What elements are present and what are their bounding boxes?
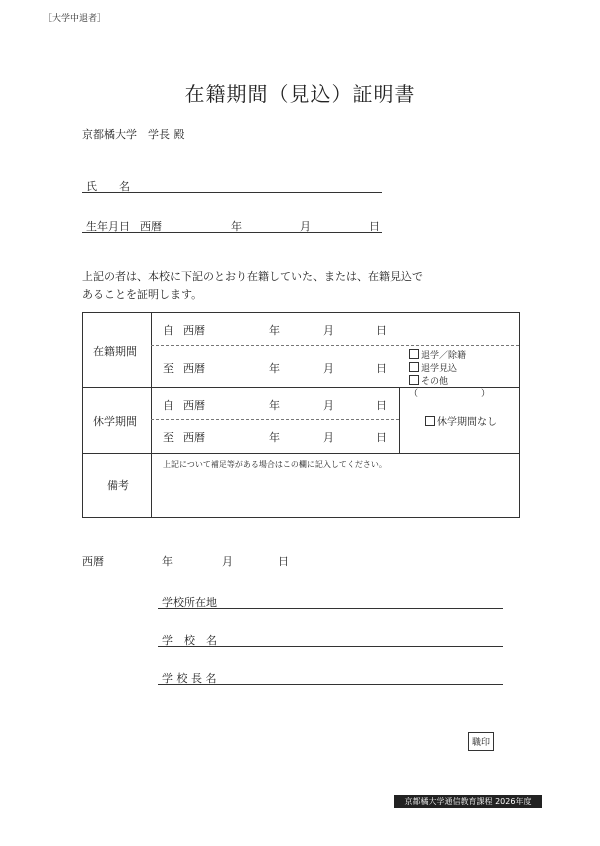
birthdate-year: 年	[231, 220, 242, 233]
official-seal-box: 職印	[468, 732, 494, 751]
day-label: 日	[376, 399, 387, 412]
checkbox-icon[interactable]	[409, 362, 419, 372]
statement-line: 上記の者は、本校に下記のとおり在籍していた、または、在籍見込で	[82, 270, 423, 283]
birthdate-era: 西暦	[140, 220, 162, 233]
school-name-field[interactable]	[158, 632, 503, 647]
year-label: 年	[269, 399, 280, 412]
principal-name-label: 学 校 長 名	[162, 672, 217, 685]
birthdate-day: 日	[369, 220, 380, 233]
issue-date-era: 西暦	[82, 555, 104, 568]
option-withdrawn[interactable]: 退学／除籍	[409, 349, 519, 362]
issue-date-year: 年	[162, 555, 173, 568]
footer-banner: 京都橘大学通信教育課程 2026年度	[394, 795, 542, 808]
birthdate-month: 月	[300, 220, 311, 233]
principal-name-field[interactable]	[158, 670, 503, 685]
birthdate-label: 生年月日	[86, 220, 130, 233]
page-title: 在籍期間（見込）証明書	[184, 82, 416, 106]
option-no-leave[interactable]: 休学期間なし	[425, 413, 497, 428]
checkbox-icon[interactable]	[409, 349, 419, 359]
name-field[interactable]	[82, 178, 382, 193]
row-divider	[83, 453, 519, 454]
statement-line: あることを証明します。	[82, 288, 203, 301]
month-label: 月	[323, 324, 334, 337]
issue-date-day: 日	[278, 555, 289, 568]
checkbox-icon[interactable]	[425, 416, 435, 426]
remarks-label: 備考	[107, 479, 129, 492]
enrollment-table	[82, 312, 520, 518]
from-mark: 自	[163, 399, 174, 412]
era-label: 西暦	[183, 431, 205, 444]
era-label: 西暦	[183, 362, 205, 375]
option-other[interactable]: その他（ ）	[409, 377, 491, 399]
remarks-area[interactable]	[152, 471, 519, 517]
enrollment-period-label: 在籍期間	[93, 345, 137, 358]
leave-from-row[interactable]	[163, 397, 403, 411]
leave-period-label: 休学期間	[93, 415, 137, 428]
year-label: 年	[269, 362, 280, 375]
status-options	[409, 349, 519, 400]
enroll-to-row[interactable]	[163, 360, 403, 374]
option-expected-withdrawal[interactable]: 退学見込	[409, 362, 519, 375]
year-label: 年	[269, 431, 280, 444]
month-label: 月	[323, 362, 334, 375]
leave-to-row[interactable]	[163, 429, 403, 443]
addressee: 京都橘大学 学長 殿	[82, 128, 185, 141]
document-tag: ［大学中退者］	[43, 14, 107, 24]
day-label: 日	[376, 324, 387, 337]
school-address-field[interactable]	[158, 594, 503, 609]
enroll-from-row[interactable]	[163, 322, 403, 336]
to-mark: 至	[163, 362, 174, 375]
era-label: 西暦	[183, 399, 205, 412]
remarks-note: 上記について補足等がある場合はこの欄に記入してください。	[163, 460, 387, 469]
month-label: 月	[323, 431, 334, 444]
from-mark: 自	[163, 324, 174, 337]
dashed-divider	[151, 345, 519, 346]
era-label: 西暦	[183, 324, 205, 337]
day-label: 日	[376, 362, 387, 375]
to-mark: 至	[163, 431, 174, 444]
year-label: 年	[269, 324, 280, 337]
checkbox-icon[interactable]	[409, 375, 419, 385]
birthdate-field[interactable]	[82, 218, 382, 233]
name-label: 氏 名	[86, 180, 130, 193]
day-label: 日	[376, 431, 387, 444]
dashed-divider	[151, 419, 399, 420]
issue-date-month: 月	[222, 555, 233, 568]
school-address-label: 学校所在地	[162, 596, 217, 609]
school-name-label: 学 校 名	[162, 634, 217, 647]
statement	[82, 268, 423, 304]
month-label: 月	[323, 399, 334, 412]
issue-date-row[interactable]	[82, 553, 302, 567]
